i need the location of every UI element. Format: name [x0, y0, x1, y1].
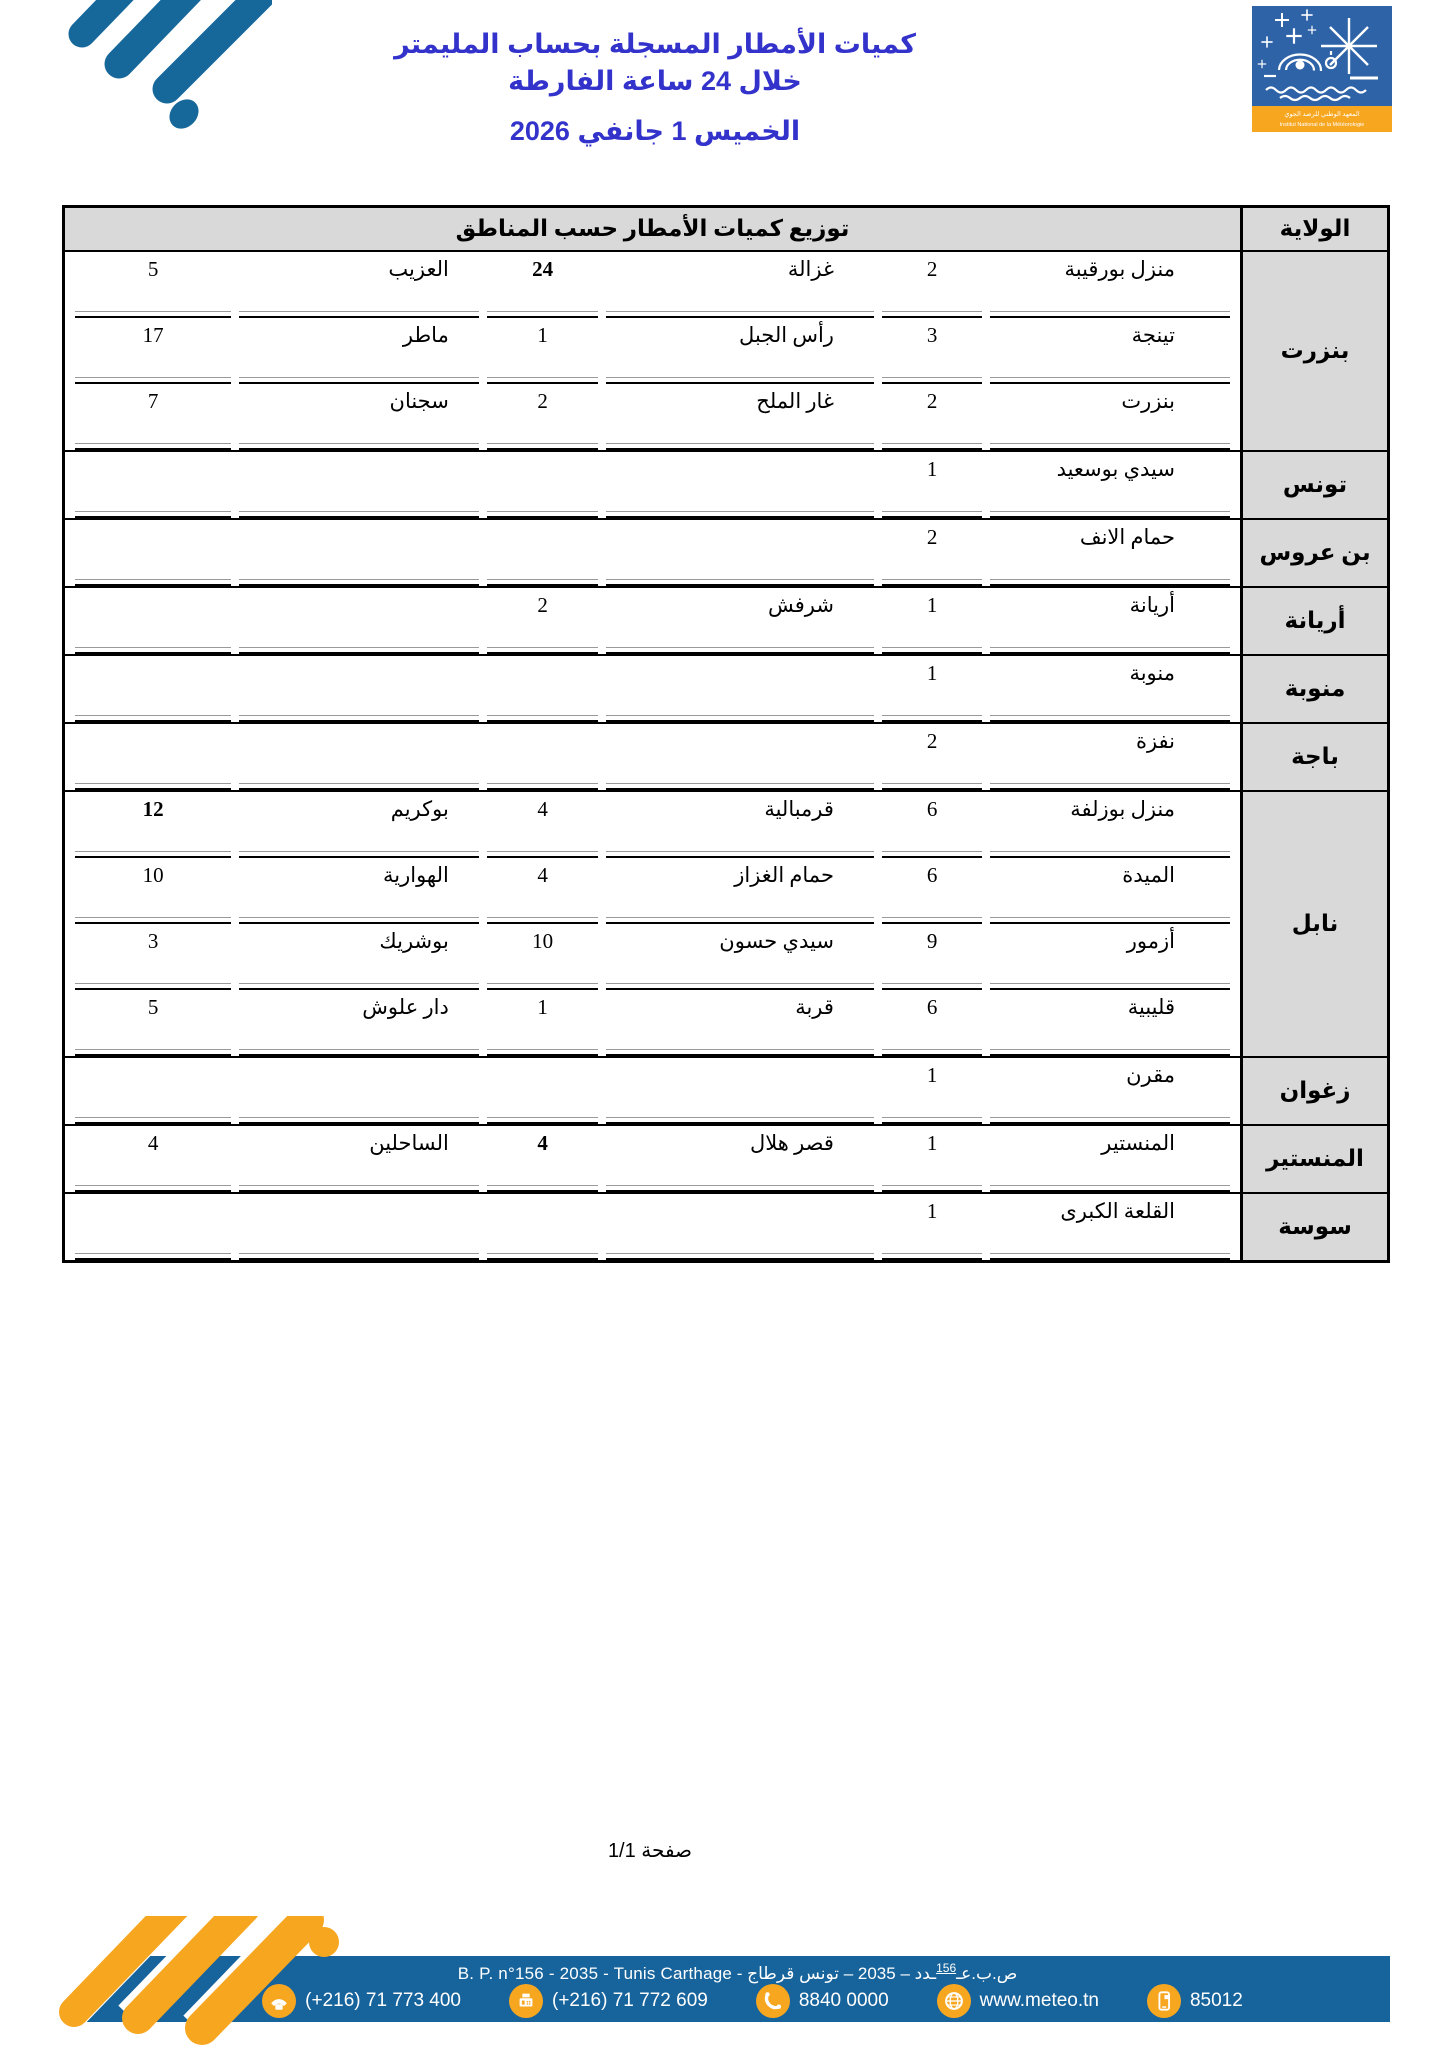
- contact-item: [262, 1984, 461, 2018]
- governorate-cell: باجة: [1240, 724, 1387, 790]
- inm-seal-logo: [1252, 6, 1392, 132]
- table-main-header: توزيع كميات الأمطار حسب المناطق: [65, 208, 1240, 250]
- governorate-column-header: الولاية: [1240, 208, 1387, 250]
- station-name-cell: المنستير: [990, 1126, 1230, 1192]
- station-name-cell: تينجة: [990, 318, 1230, 384]
- rain-value-cell: 1: [882, 1126, 982, 1192]
- section-rows: [65, 724, 1240, 790]
- rain-value-cell: 2: [882, 252, 982, 318]
- station-name-cell: قصر هلال: [606, 1126, 874, 1192]
- title-block: [0, 26, 1310, 147]
- table-section: [65, 792, 1387, 1058]
- rain-value-cell: 3: [75, 924, 231, 990]
- rain-value-cell: [487, 724, 599, 790]
- contact-text: www.meteo.tn: [979, 1990, 1099, 2011]
- table-row: [65, 318, 1240, 384]
- governorate-cell: زغوان: [1240, 1058, 1387, 1124]
- station-name-cell: نفزة: [990, 724, 1230, 790]
- table-row: [65, 858, 1240, 924]
- rain-value-cell: [487, 520, 599, 586]
- station-name-cell: بنزرت: [990, 384, 1230, 450]
- station-name-cell: منزل بوزلفة: [990, 792, 1230, 858]
- rain-value-cell: 7: [75, 384, 231, 450]
- station-name-cell: [239, 520, 479, 586]
- address-arabic-pre: ص.ب.عـ: [956, 1964, 1018, 1983]
- contact-text: 8840 0000: [798, 1990, 889, 2011]
- contact-item: [756, 1984, 889, 2018]
- contact-text: (+216) 71 773 400: [305, 1990, 461, 2011]
- table-section: [65, 724, 1387, 792]
- section-rows: [65, 452, 1240, 518]
- table-row: [65, 990, 1240, 1056]
- governorate-cell: بن عروس: [1240, 520, 1387, 586]
- rain-value-cell: 1: [882, 1194, 982, 1260]
- station-name-cell: العزيب: [239, 252, 479, 318]
- rain-value-cell: [75, 724, 231, 790]
- station-name-cell: حمام الانف: [990, 520, 1230, 586]
- rain-value-cell: 4: [487, 858, 599, 924]
- rain-value-cell: 1: [487, 990, 599, 1056]
- station-name-cell: سيدي حسون: [606, 924, 874, 990]
- station-name-cell: دار علوش: [239, 990, 479, 1056]
- document-title: [0, 26, 1310, 100]
- rain-value-cell: [75, 1058, 231, 1124]
- contact-item: [509, 1984, 708, 2018]
- rain-value-cell: [75, 588, 231, 654]
- station-name-cell: شرفش: [606, 588, 874, 654]
- governorate-cell: تونس: [1240, 452, 1387, 518]
- governorate-cell: منوبة: [1240, 656, 1387, 722]
- rain-value-cell: 1: [882, 452, 982, 518]
- section-rows: [65, 588, 1240, 654]
- rain-value-cell: 6: [882, 792, 982, 858]
- address-line: [85, 1961, 1390, 1984]
- table-row: [65, 588, 1240, 654]
- station-name-cell: رأس الجبل: [606, 318, 874, 384]
- station-name-cell: سجنان: [239, 384, 479, 450]
- contact-text: 85012: [1189, 1990, 1243, 2011]
- station-name-cell: سيدي بوسعيد: [990, 452, 1230, 518]
- table-row: [65, 1126, 1240, 1192]
- table-row: [65, 924, 1240, 990]
- rain-value-cell: [75, 1194, 231, 1260]
- rain-value-cell: [487, 1194, 599, 1260]
- station-name-cell: مقرن: [990, 1058, 1230, 1124]
- station-name-cell: غزالة: [606, 252, 874, 318]
- section-rows: [65, 520, 1240, 586]
- rain-value-cell: 24: [487, 252, 599, 318]
- table-body: [65, 252, 1387, 1260]
- rain-value-cell: 1: [882, 656, 982, 722]
- station-name-cell: [606, 656, 874, 722]
- address-arabic-post: ـدد – 2035 – تونس قرطاج -: [732, 1964, 937, 1983]
- table-row: [65, 1194, 1240, 1260]
- rainfall-table: [62, 205, 1390, 1263]
- section-rows: [65, 252, 1240, 450]
- rain-value-cell: 17: [75, 318, 231, 384]
- rain-value-cell: 6: [882, 990, 982, 1056]
- rain-value-cell: 12: [75, 792, 231, 858]
- station-name-cell: القلعة الكبرى: [990, 1194, 1230, 1260]
- section-rows: [65, 1058, 1240, 1124]
- station-name-cell: [239, 452, 479, 518]
- rain-value-cell: [487, 656, 599, 722]
- governorate-cell: أريانة: [1240, 588, 1387, 654]
- station-name-cell: الميدة: [990, 858, 1230, 924]
- rain-value-cell: [75, 520, 231, 586]
- rain-value-cell: [487, 1058, 599, 1124]
- table-section: [65, 520, 1387, 588]
- rain-value-cell: 4: [487, 792, 599, 858]
- station-name-cell: [606, 1058, 874, 1124]
- table-row: [65, 656, 1240, 722]
- title-line-2: خلال 24 ساعة الفارطة: [508, 66, 802, 96]
- rain-value-cell: [75, 656, 231, 722]
- rain-value-cell: 3: [882, 318, 982, 384]
- handset-icon: [756, 1984, 790, 2018]
- table-section: [65, 252, 1387, 452]
- address-box-number: 156: [936, 1961, 957, 1975]
- address-latin: B. P. n°156 - 2035 - Tunis Carthage: [457, 1964, 733, 1983]
- station-name-cell: أريانة: [990, 588, 1230, 654]
- seal-caption-fr: Institut National de la Météorologie: [1279, 122, 1365, 128]
- fax-icon: [509, 1984, 543, 2018]
- section-rows: [65, 1194, 1240, 1260]
- rain-value-cell: 2: [487, 588, 599, 654]
- station-name-cell: ماطر: [239, 318, 479, 384]
- station-name-cell: قرمبالية: [606, 792, 874, 858]
- table-section: [65, 452, 1387, 520]
- rain-value-cell: [75, 452, 231, 518]
- rain-value-cell: 5: [75, 252, 231, 318]
- rain-value-cell: 2: [882, 724, 982, 790]
- seal-caption-ar: المعهد الوطني للرصد الجوي: [1284, 111, 1360, 118]
- contact-item: [1147, 1984, 1243, 2018]
- station-name-cell: [239, 1058, 479, 1124]
- rain-value-cell: 2: [882, 520, 982, 586]
- table-section: [65, 588, 1387, 656]
- station-name-cell: [239, 1194, 479, 1260]
- station-name-cell: حمام الغزاز: [606, 858, 874, 924]
- table-row: [65, 792, 1240, 858]
- table-section: [65, 1194, 1387, 1260]
- station-name-cell: قربة: [606, 990, 874, 1056]
- station-name-cell: [606, 520, 874, 586]
- table-row: [65, 1058, 1240, 1124]
- section-rows: [65, 656, 1240, 722]
- station-name-cell: [239, 588, 479, 654]
- station-name-cell: [239, 724, 479, 790]
- station-name-cell: بوشريك: [239, 924, 479, 990]
- table-row: [65, 520, 1240, 586]
- title-line-1: كميات الأمطار المسجلة بحساب المليمتر: [394, 29, 916, 59]
- rain-value-cell: 4: [75, 1126, 231, 1192]
- rain-value-cell: 1: [882, 1058, 982, 1124]
- rain-value-cell: 1: [882, 588, 982, 654]
- table-header-row: [65, 208, 1387, 252]
- table-section: [65, 656, 1387, 724]
- station-name-cell: الساحلين: [239, 1126, 479, 1192]
- station-name-cell: غار الملح: [606, 384, 874, 450]
- station-name-cell: أزمور: [990, 924, 1230, 990]
- table-row: [65, 384, 1240, 450]
- governorate-cell: سوسة: [1240, 1194, 1387, 1260]
- rain-value-cell: 2: [882, 384, 982, 450]
- contact-item: [937, 1984, 1099, 2018]
- section-rows: [65, 1126, 1240, 1192]
- station-name-cell: منزل بورقيبة: [990, 252, 1230, 318]
- rain-value-cell: [487, 452, 599, 518]
- rain-value-cell: 1: [487, 318, 599, 384]
- footer-bar: [85, 1956, 1390, 2022]
- table-row: [65, 252, 1240, 318]
- document-date: الخميس 1 جانفي 2026: [509, 116, 801, 146]
- station-name-cell: قليبية: [990, 990, 1230, 1056]
- governorate-cell: بنزرت: [1240, 252, 1387, 450]
- station-name-cell: [606, 1194, 874, 1260]
- station-name-cell: [606, 724, 874, 790]
- station-name-cell: بوكريم: [239, 792, 479, 858]
- page-number: صفحة 1/1: [607, 1840, 693, 1862]
- rain-value-cell: 4: [487, 1126, 599, 1192]
- contacts-row: [125, 1984, 1380, 2018]
- station-name-cell: [239, 656, 479, 722]
- contact-text: (+216) 71 772 609: [552, 1990, 708, 2011]
- mobile-icon: [1147, 1984, 1181, 2018]
- table-row: [65, 452, 1240, 518]
- globe-icon: [937, 1984, 971, 2018]
- rain-value-cell: 5: [75, 990, 231, 1056]
- rain-value-cell: 10: [487, 924, 599, 990]
- telephone-icon: [262, 1984, 296, 2018]
- governorate-cell: المنستير: [1240, 1126, 1387, 1192]
- section-rows: [65, 792, 1240, 1056]
- governorate-cell: نابل: [1240, 792, 1387, 1056]
- table-section: [65, 1058, 1387, 1126]
- rain-value-cell: 6: [882, 858, 982, 924]
- station-name-cell: الهوارية: [239, 858, 479, 924]
- station-name-cell: منوبة: [990, 656, 1230, 722]
- rain-value-cell: 10: [75, 858, 231, 924]
- rain-value-cell: 2: [487, 384, 599, 450]
- rain-value-cell: 9: [882, 924, 982, 990]
- station-name-cell: [606, 452, 874, 518]
- table-section: [65, 1126, 1387, 1194]
- table-row: [65, 724, 1240, 790]
